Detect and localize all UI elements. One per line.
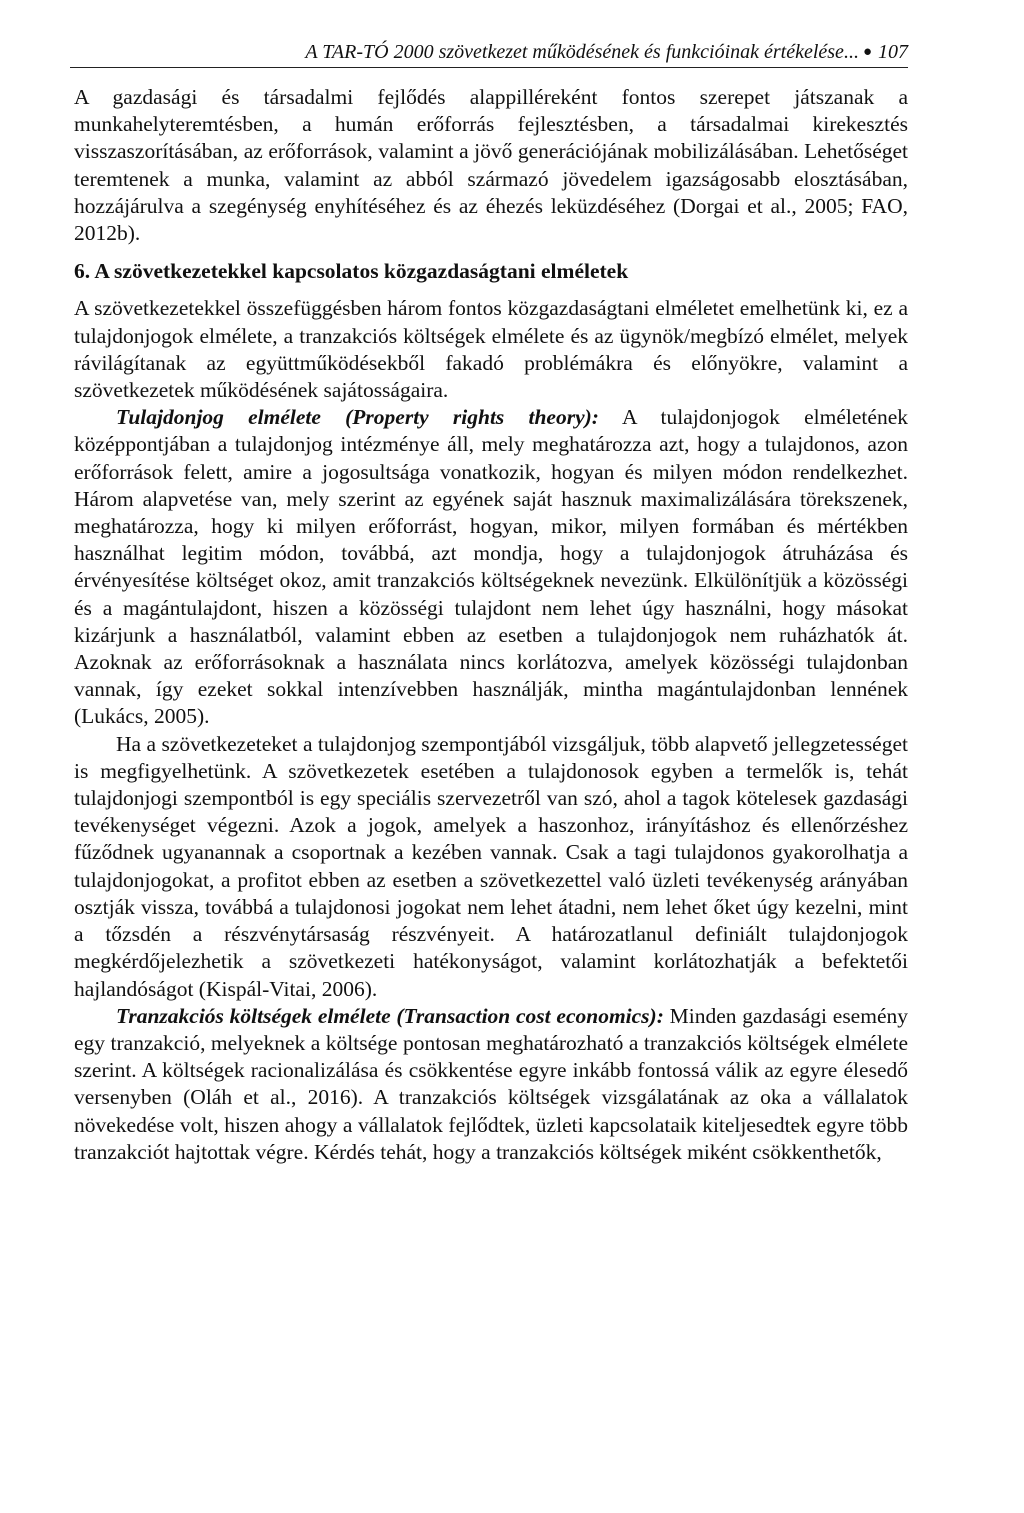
paragraph-intro: A gazdasági és társadalmi fejlődés alappilléreként fontos szerepet játszanak a munkahelyteremtésben, a humán erőforrás fejlesztésben, a társadalmai kirekesztés visszaszorításában, az erőforrások, valamint a jövő generációjának mobilizálásában. Lehetőséget teremtenek a munka, valamint az abból származó jövedelem igazságosabb elosztásában, hozzájárulva a szegénység enyhítéséhez és az éhezés leküzdéséhez (Dorgai et al., 2005; FAO, 2012b). (74, 85, 908, 246)
running-title: A TAR-TÓ 2000 szövetkezet működésének és funkcióinak értékelése... (305, 41, 859, 63)
page-number: 107 (878, 41, 908, 63)
term-transaction-cost: Tranzakciós költségek elmélete (Transaction cost economics): (116, 1003, 664, 1028)
property-rights-text: A tulajdonjogok elméletének középpontjában a tulajdonjog intézménye áll, mely meghatározza azt, hogy a tulajdonos, azon erőforrások felett, amire a jogosultsága vonatkozik, hogyan és milyen módon rendelkezhet. Három alapvetése van, mely szerint az egyének saját hasznuk maximalizálására törekszenek, meghatározza, hogy ki milyen erőforrást, hogyan, mikor, milyen formában és mértékben használhat legitim módon, továbbá, azt mondja, hogy a tulajdonjogok átruházása és érvényesítése költséget okoz, amit tranzakciós költségeknek nevezünk. Elkülönítjük a közösségi és a magántulajdont, hiszen a közösségi tulajdont nem lehet úgy használni, hogy másokat kizárjunk a használatból, valamint ebben az esetben a tulajdonjogok nem ruházhatók át. Azoknak az erőforrásoknak a használata nincs korlátozva, amelyek közösségi tulajdonban vannak, így ezeket sokkal intenzívebben használják, mintha magántulajdonban lennének (Lukács, 2005). (74, 405, 908, 729)
paragraph-theories-overview: A szövetkezetekkel összefüggésben három fontos közgazdaságtani elméletet emelhetünk ki, ez a tulajdonjogok elmélete, a tranzakciós költségek elmélete és az ügynök/megbízó elmélet, melyek rávilágítanak az együttműködésekből fakadó problémákra és előnyökre, valamint a szövetkezetek működésének sajátosságaira. (74, 296, 908, 403)
paragraph-cooperative-ownership: Ha a szövetkezeteket a tulajdonjog szempontjából vizsgáljuk, több alapvető jellegzetességet is megfigyelhetünk. A szövetkezetek esetében a tulajdonosok egyben a termelők is, tehát tulajdonjogi szempontból is egy speciális szervezetről van szó, ahol a tagok kötelesek gazdasági tevékenységet végezni. Azok a jogok, amelyek a haszonhoz, irányításhoz és ellenőrzéshez fűződnek ugyanannak a csoportnak a kezében vannak. Csak a tagi tulajdonos gyakorolhatja a tulajdonjogokat, a profitot ebben az esetben a szövetkezettel való üzleti tevékenység arányában osztják vissza, továbbá a tulajdonosi jogokat nem lehet átadni, nem lehet őket úgy kezelni, mint a tőzsdén a részvénytársaság részvényeit. A határozatlanul definiált tulajdonjogok megkérdőjelezhetik a szövetkezeti hatékonyságot, valamint korlátozhatják a befektetői hajlandóságot (Kispál-Vitai, 2006). (74, 731, 908, 1001)
section-heading: 6. A szövetkezetekkel kapcsolatos közgazdaságtani elméletek (74, 259, 629, 284)
bullet-icon: ● (862, 44, 872, 60)
running-header (70, 40, 908, 68)
paragraph-transaction-cost (74, 1003, 908, 1166)
transaction-cost-text: Minden gazdasági esemény egy tranzakció, melyeknek a költsége pontosan meghatározható a tranzakciós költségek elmélete szerint. A költségek racionalizálása és csökkentése egyre inkább fontossá válik az egyre élesedő versenyben (Oláh et al., 2016). A tranzakciós költségek vizsgálatának az oka a vállalatok növekedése volt, hiszen ahogy a vállalatok fejlődtek, üzleti kapcsolataik kiteljesedtek egyre több tranzakciót hajtottak végre. Kérdés tehát, hogy a tranzakciós költségek miként csökkenthetők, (74, 1003, 908, 1164)
term-property-rights: Tulajdonjog elmélete (Property rights theory): (116, 405, 599, 430)
paragraph-property-rights (74, 404, 908, 730)
body-text (74, 84, 908, 1166)
